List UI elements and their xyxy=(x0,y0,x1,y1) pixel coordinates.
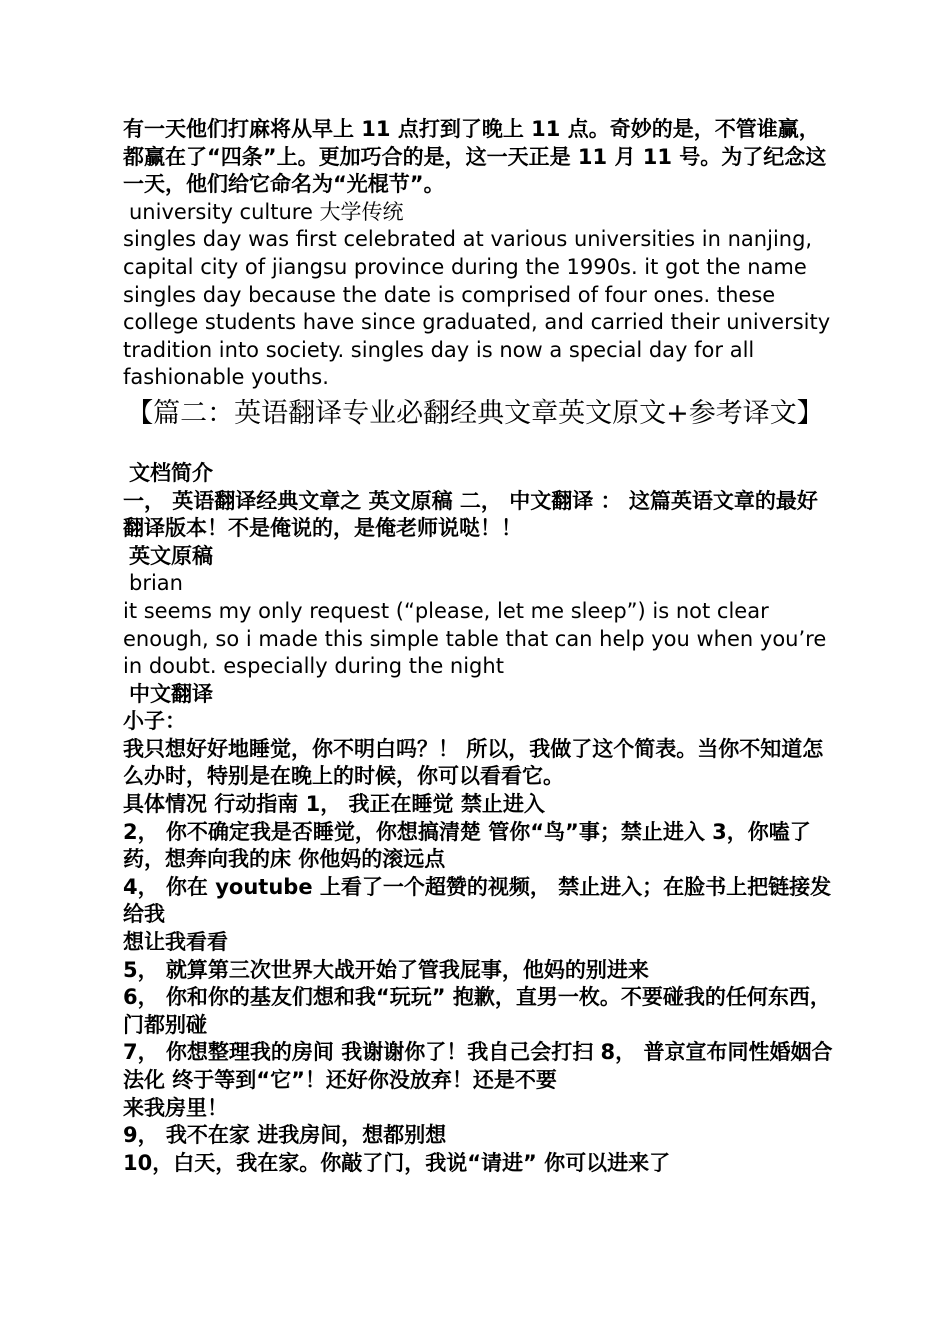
table-line-4: 4， 你在 youtube 上看了一个超赞的视频， 禁止进入；在脸书上把链接发给我 xyxy=(123,874,832,927)
table-line-8-cont: 来我房里！ xyxy=(123,1095,228,1120)
table-line-6: 6， 你和你的基友们想和我“玩玩” 抱歉，直男一枚。不要碰我的任何东西， xyxy=(123,985,831,1010)
table-line-9: 9， 我不在家 进我房间，想都别想 xyxy=(123,1123,447,1148)
paragraph-mahjong-story: 有一天他们打麻将从早上 11 点打到了晚上 11 点。奇妙的是，不管谁赢，都赢在了“四条”上。更加巧合的是，这一天正是 11 月 11 号。为了纪念这一天，他们给它命名为“光棍节”。 xyxy=(123,117,827,197)
english-original-label: 英文原稿 xyxy=(129,543,213,568)
english-salutation: brian xyxy=(129,571,183,596)
table-line-6-cont: 门都别碰 xyxy=(123,1012,207,1037)
table-line-7: 7， 你想整理我的房间 我谢谢你了！我自己会打扫 8， 普京宣布同性婚姻合法化 终于等到“它”！还好你没放弃！还是不要 xyxy=(123,1040,833,1092)
chinese-body: 我只想好好地睡觉，你不明白吗？！ 所以，我做了这个简表。当你不知道怎么办时，特别是在晚上的时候，你可以看看它。 xyxy=(123,736,824,789)
chapter-heading: 【篇二：英语翻译专业必翻经典文章英文原文+参考译文】 xyxy=(126,397,824,429)
table-line-4-cont: 想让我看看 xyxy=(123,930,228,955)
table-line-10: 10，白天，我在家。你敲了门，我说“请进” 你可以进来了 xyxy=(123,1150,671,1175)
document-page xyxy=(115,116,835,1177)
table-line-2: 2， 你不确定我是否睡觉，你想搞清楚 管你“鸟”事；禁止进入 3，你嗑了药，想奔向我的床 你他妈的滚远点 xyxy=(123,819,811,872)
chinese-translation-label: 中文翻译 xyxy=(129,681,213,706)
chinese-salutation: 小子： xyxy=(123,709,186,734)
table-line-5: 5， 就算第三次世界大战开始了管我屁事，他妈的别进来 xyxy=(123,957,649,982)
section-title-university-culture: university culture 大学传统 xyxy=(129,199,404,224)
doc-summary-text: 一， 英语翻译经典文章之 英文原稿 二， 中文翻译 ： 这篇英语文章的最好翻译版本！不是俺说的，是俺老师说哒！！ xyxy=(123,488,818,541)
table-line-1: 具体情况 行动指南 1， 我正在睡觉 禁止进入 xyxy=(123,792,545,817)
paragraph-singles-day-english: singles day was first celebrated at various universities in nanjing, capital city of jiangsu province during the 1990s. it got the name singles day because the date is comprised of four ones. these college students have since graduated, and carried their university tradition into society. singles day is now a special day for all fashionable youths. xyxy=(123,227,831,390)
doc-summary-label: 文档简介 xyxy=(129,460,213,485)
english-body: it seems my only request (“please, let me sleep”) is not clear enough, so i made this simple table that can help you when you’re in doubt. especially during the night xyxy=(123,598,827,679)
